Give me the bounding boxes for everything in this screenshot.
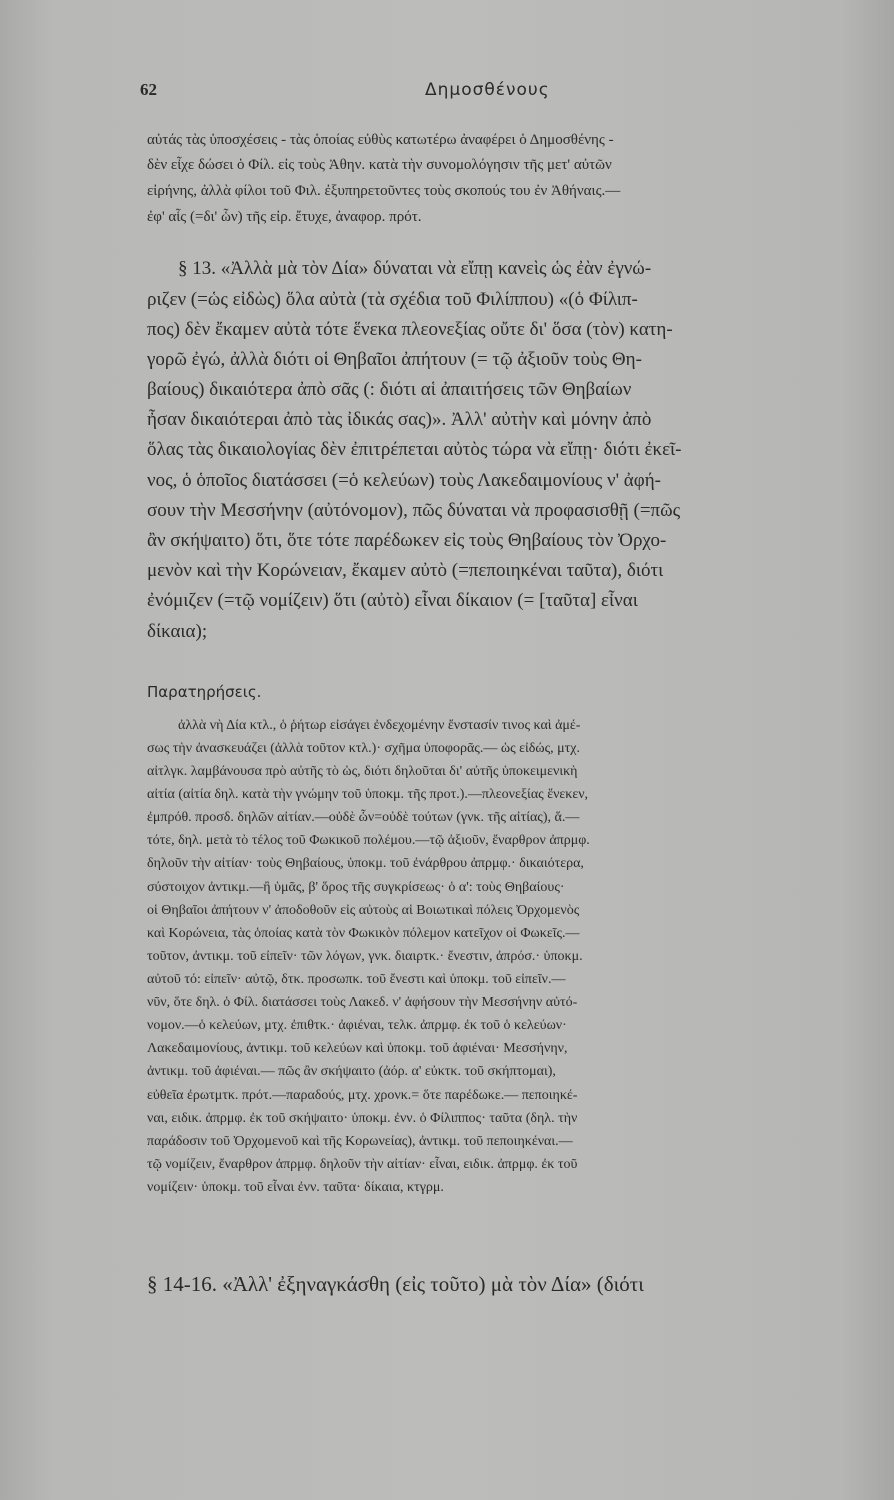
notes-heading: Παρατηρήσεις. — [147, 683, 262, 701]
text-line: νομίζειν· ὑποκμ. τοῦ εἶναι ἐνν. ταῦτα· δίκαια, κτγρμ. — [147, 1180, 444, 1195]
text-line: πος) δὲν ἔκαμεν αὐτὰ τότε ἕνεκα πλεονεξίας οὔτε δι' ὅσα (τὸν) κατη- — [147, 319, 673, 340]
page-header — [140, 80, 840, 106]
page-number: 62 — [140, 80, 157, 99]
text-line: αὐτοῦ τό: εἰπεῖν· αὐτῷ, δτκ. προσωπκ. τοῦ ἔνεστι καὶ ὑποκμ. τοῦ εἰπεῖν.— — [147, 972, 566, 987]
text-line: σύστοιχον ἀντικμ.—ἢ ὑμᾶς, β' ὅρος τῆς συγκρίσεως· ὁ α': τοὺς Θηβαίους· — [147, 880, 565, 895]
text-line: Λακεδαιμονίους, ἀντικμ. τοῦ κελεύων καὶ ὑποκμ. τοῦ ἀφιέναι· Μεσσήνην, — [147, 1041, 568, 1056]
text-line: ἂν σκήψαιτο) ὅτι, ὅτε τότε παρέδωκεν εἰς τοὺς Θηβαίους τὸν Ὀρχο- — [147, 530, 667, 551]
text-line: εἰρήνης, ἀλλὰ φίλοι τοῦ Φιλ. ἐξυπηρετοῦντες τοὺς σκοπούς του ἐν Ἀθήναις.— — [147, 183, 621, 199]
text-line: ἀντικμ. τοῦ ἀφιέναι.— πῶς ἂν σκήψαιτο (ἀόρ. α' εὐκτκ. τοῦ σκήπτομαι), — [147, 1064, 556, 1079]
text-line: σως τὴν ἀνασκευάζει (ἀλλὰ τοῦτον κτλ.)· σχῆμα ὑποφορᾶς.— ὡς εἰδώς, μτχ. — [147, 741, 580, 756]
text-line: τοῦτον, ἀντικμ. τοῦ εἰπεῖν· τῶν λόγων, γνκ. διαιρτκ.· ἔνεστιν, ἀπρόσ.· ὑποκμ. — [147, 949, 583, 964]
text-line: τότε, δηλ. μετὰ τὸ τέλος τοῦ Φωκικοῦ πολέμου.—τῷ ἀξιοῦν, ἔναρθρον ἀπρμφ. — [147, 833, 590, 848]
text-line: ἐμπρόθ. προσδ. δηλῶν αἰτίαν.—οὐδὲ ὧν=οὐδὲ τούτων (γνκ. τῆς αἰτίας), ἅ.— — [147, 810, 580, 825]
text-line: ἀλλὰ νὴ Δία κτλ., ὁ ῥήτωρ εἰσάγει ἐνδεχομένην ἔνστασίν τινος καὶ ἀμέ- — [178, 718, 581, 733]
text-line: δὲν εἶχε δώσει ὁ Φίλ. εἰς τοὺς Ἀθην. κατὰ τὴν συνομολόγησιν τῆς μετ' αὐτῶν — [147, 157, 612, 173]
text-line: νος, ὁ ὁποῖος διατάσσει (=ὁ κελεύων) τοὺς Λακεδαιμονίους ν' ἀφή- — [147, 470, 661, 491]
text-line: ἐνόμιζεν (=τῷ νομίζειν) ὅτι (αὐτὸ) εἶναι δίκαιον (= [ταῦτα] εἶναι — [147, 590, 638, 611]
text-line: ναι, ειδικ. ἀπρμφ. ἐκ τοῦ σκήψαιτο· ὑποκμ. ἐνν. ὁ Φίλιππος· ταῦτα (δηλ. τὴν — [147, 1111, 578, 1126]
text-line: βαίους) δικαιότερα ἀπὸ σᾶς (: διότι αἱ ἀπαιτήσεις τῶν Θηβαίων — [147, 379, 632, 400]
text-line: τῷ νομίζειν, ἔναρθρον ἀπρμφ. δηλοῦν τὴν αἰτίαν· εἶναι, ειδικ. ἀπρμφ. ἐκ τοῦ — [147, 1157, 578, 1172]
text-line: νομον.—ὁ κελεύων, μτχ. ἐπιθτκ.· ἀφιέναι, τελκ. ἀπρμφ. ἐκ τοῦ ὁ κελεύων· — [147, 1018, 567, 1033]
text-line: ριζεν (=ὡς εἰδὼς) ὅλα αὐτὰ (τὰ σχέδια τοῦ Φιλίππου) «(ὁ Φίλιπ- — [147, 289, 638, 310]
text-line: οἱ Θηβαῖοι ἀπήτουν ν' ἀποδοθοῦν εἰς αὐτοὺς αἱ Βοιωτικαὶ πόλεις Ὀρχομενὸς — [147, 903, 580, 918]
text-line: ἐφ' αἷς (=δι' ὧν) τῆς εἰρ. ἔτυχε, ἀναφορ. πρότ. — [147, 209, 422, 225]
text-line: αἰτία (αἰτία δηλ. κατὰ τὴν γνώμην τοῦ ὑποκμ. τῆς προτ.).—πλεονεξίας ἕνεκεν, — [147, 787, 589, 802]
text-line: γορῶ ἐγώ, ἀλλὰ διότι οἱ Θηβαῖοι ἀπήτουν (= τῷ ἀξιοῦν τοὺς Θη- — [147, 349, 642, 370]
text-line: μενὸν καὶ τὴν Κορώνειαν, ἔκαμεν αὐτὸ (=πεποιηκέναι ταῦτα), διότι — [147, 560, 664, 581]
text-line: § 13. «Ἀλλὰ μὰ τὸν Δία» δύναται νὰ εἴπῃ κανεὶς ὡς ἐὰν ἐγνώ- — [178, 258, 652, 279]
section-14-16-opening: § 14-16. «Ἀλλ' ἐξηναγκάσθη (εἰς τοῦτο) μὰ τὸν Δία» (διότι — [147, 1272, 644, 1296]
text-line: δηλοῦν τὴν αἰτίαν· τοὺς Θηβαίους, ὑποκμ. τοῦ ἐνάρθρου ἀπρμφ.· δικαιότερα, — [147, 856, 584, 871]
running-title: Δημοσθένους — [425, 80, 550, 100]
text-line: δίκαια); — [147, 621, 208, 642]
text-line: σουν τὴν Μεσσήνην (αὐτόνομον), πῶς δύναται νὰ προφασισθῇ (=πῶς — [147, 500, 681, 521]
text-line: αἰτλγκ. λαμβάνουσα πρὸ αὐτῆς τὸ ὡς, διότι δηλοῦται δι' αὐτῆς ὑποκειμενικὴ — [147, 764, 578, 779]
text-line: παράδοσιν τοῦ Ὀρχομενοῦ καὶ τῆς Κορωνείας), ἀντικμ. τοῦ πεποιηκέναι.— — [147, 1134, 573, 1149]
text-line: ὅλας τὰς δικαιολογίας δὲν ἐπιτρέπεται αὐτὸς τώρα νὰ εἴπῃ· διότι ἐκεῖ- — [147, 439, 682, 460]
text-line: καὶ Κορώνεια, τὰς ὁποίας κατὰ τὸν Φωκικὸν πόλεμον κατεῖχον οἱ Φωκεῖς.— — [147, 926, 580, 941]
text-line: εὐθεῖα ἐρωτμτκ. πρότ.—παραδούς, μτχ. χρονκ.= ὅτε παρέδωκε.— πεποιηκέ- — [147, 1088, 578, 1103]
text-line: αὐτάς τὰς ὑποσχέσεις - τὰς ὁποίας εὐθὺς κατωτέρω ἀναφέρει ὁ Δημοσθένης - — [147, 132, 614, 148]
text-line: νῦν, ὅτε δηλ. ὁ Φίλ. διατάσσει τοὺς Λακεδ. ν' ἀφήσουν τὴν Μεσσήνην αὐτό- — [147, 995, 578, 1010]
text-line: ἦσαν δικαιότεραι ἀπὸ τὰς ἰδικάς σας)». Ἀλλ' αὐτὴν καὶ μόνην ἀπὸ — [147, 409, 652, 430]
